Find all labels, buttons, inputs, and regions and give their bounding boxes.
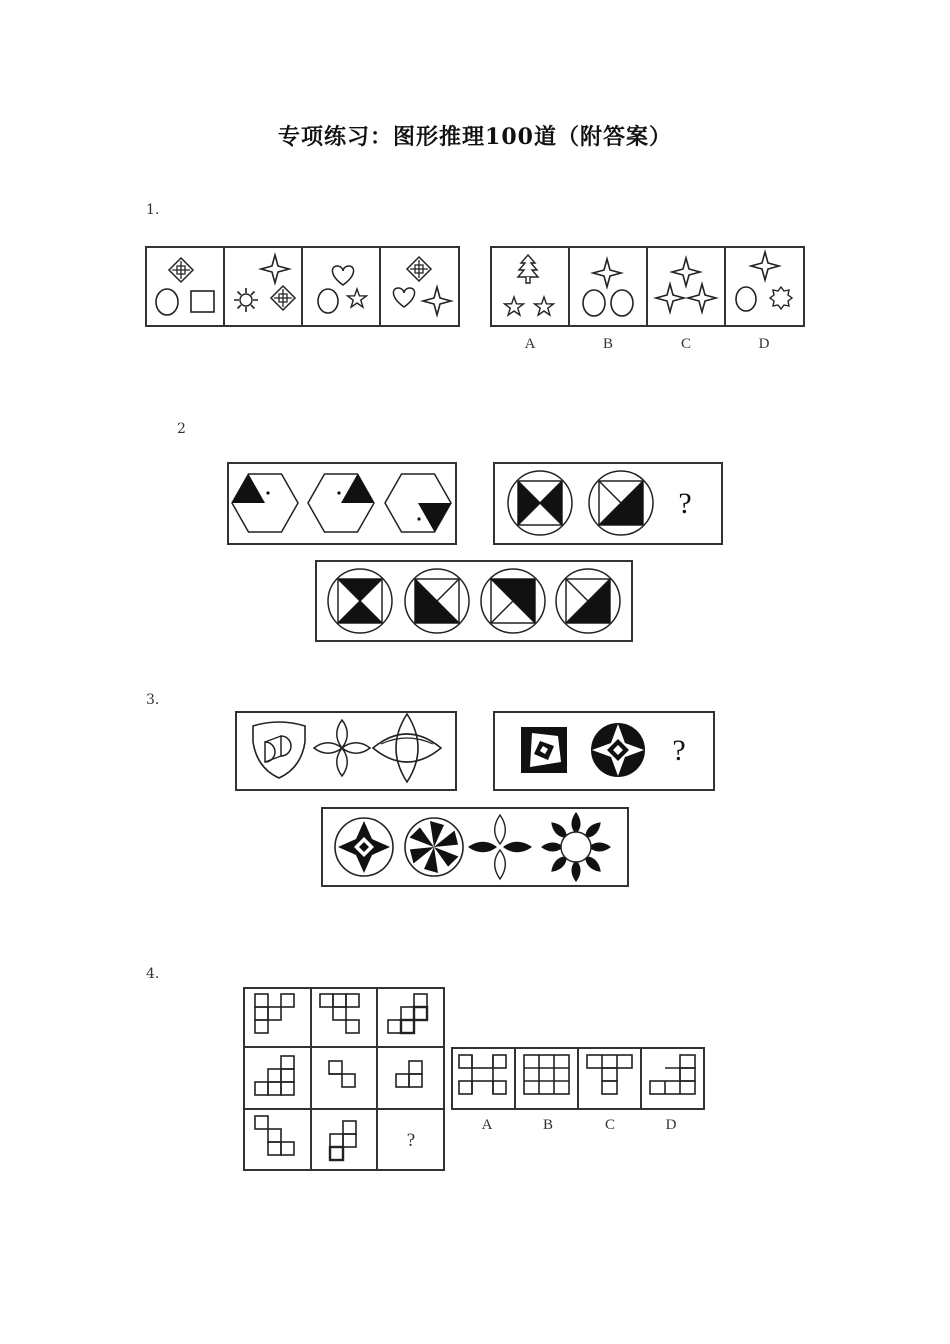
- diamond-icon: [169, 258, 193, 282]
- shield-icon: [253, 722, 305, 778]
- heart-icon: [393, 288, 414, 307]
- circle-square-shape: [508, 471, 572, 535]
- question-3-number: 3.: [146, 692, 160, 708]
- question-3-figure: [236, 712, 714, 886]
- question-4-figure: [244, 988, 704, 1170]
- four-point-star-icon: [593, 259, 621, 287]
- star-icon: [348, 289, 367, 307]
- block-pattern: [255, 1116, 294, 1155]
- unknown-mark: ?: [678, 487, 692, 520]
- hexagon-shape: [308, 474, 374, 532]
- hexagon-shape: [385, 474, 451, 532]
- heart-icon: [332, 266, 353, 285]
- star-icon: [535, 297, 554, 315]
- four-point-star-icon: [751, 252, 779, 280]
- block-pattern: [329, 1061, 355, 1087]
- ellipse-shape: [583, 290, 605, 316]
- square-shape: [191, 291, 214, 312]
- block-pattern: [330, 1121, 356, 1160]
- question-4-number: 4.: [146, 966, 160, 982]
- unknown-mark: ?: [406, 1130, 416, 1151]
- option-label-c: C: [680, 336, 692, 352]
- option-label-a: A: [481, 1117, 493, 1133]
- circle-square-shape: [328, 569, 392, 633]
- square-pattern-icon: [521, 727, 567, 773]
- hexagon-shape: [232, 474, 298, 532]
- block-pattern: [524, 1055, 569, 1094]
- ellipse-shape: [318, 289, 338, 313]
- star-icon: [505, 297, 524, 315]
- option-label-c: C: [604, 1117, 616, 1133]
- diamond-icon: [407, 257, 431, 281]
- block-pattern: [255, 1056, 294, 1095]
- option-label-b: B: [542, 1117, 554, 1133]
- question-1-number: 1.: [146, 202, 160, 218]
- question-1-figure: [146, 247, 804, 352]
- flower-icon: [314, 720, 370, 776]
- unknown-mark: ?: [672, 734, 686, 767]
- ellipse-shape: [156, 289, 178, 315]
- tree-icon: [518, 255, 538, 283]
- star-circle-icon: [591, 723, 645, 777]
- block-pattern: [459, 1055, 506, 1094]
- circle-square-shape: [405, 569, 469, 633]
- question-2-figure: [228, 463, 722, 641]
- block-pattern: [396, 1061, 422, 1087]
- block-pattern: [255, 994, 294, 1033]
- sun-icon: [541, 812, 611, 882]
- sun-icon: [234, 288, 258, 312]
- block-pattern: [650, 1055, 695, 1094]
- lens-icon: [373, 714, 441, 782]
- circle-square-shape: [556, 569, 620, 633]
- diamond-icon: [271, 286, 295, 310]
- block-pattern: [388, 994, 427, 1033]
- page-title: 专项练习：图形推理100道（附答案）: [278, 124, 672, 150]
- circle-square-shape: [589, 471, 653, 535]
- option-label-a: A: [524, 336, 536, 352]
- question-2-number: 2: [177, 421, 186, 437]
- circle-square-shape: [481, 569, 545, 633]
- flower-icon: [468, 815, 532, 879]
- octagram-icon: [770, 287, 792, 309]
- four-point-star-icon: [656, 284, 684, 312]
- pinwheel-icon: [405, 818, 463, 876]
- four-point-star-icon: [423, 287, 451, 315]
- block-pattern: [587, 1055, 632, 1094]
- ellipse-shape: [736, 287, 756, 311]
- option-label-d: D: [758, 336, 770, 352]
- ellipse-shape: [611, 290, 633, 316]
- four-point-star-icon: [688, 284, 716, 312]
- four-point-star-icon: [261, 255, 289, 283]
- option-label-b: B: [602, 336, 614, 352]
- block-pattern: [320, 994, 359, 1033]
- option-label-d: D: [665, 1117, 677, 1133]
- star-circle-icon: [335, 818, 393, 876]
- four-point-star-icon: [672, 258, 700, 286]
